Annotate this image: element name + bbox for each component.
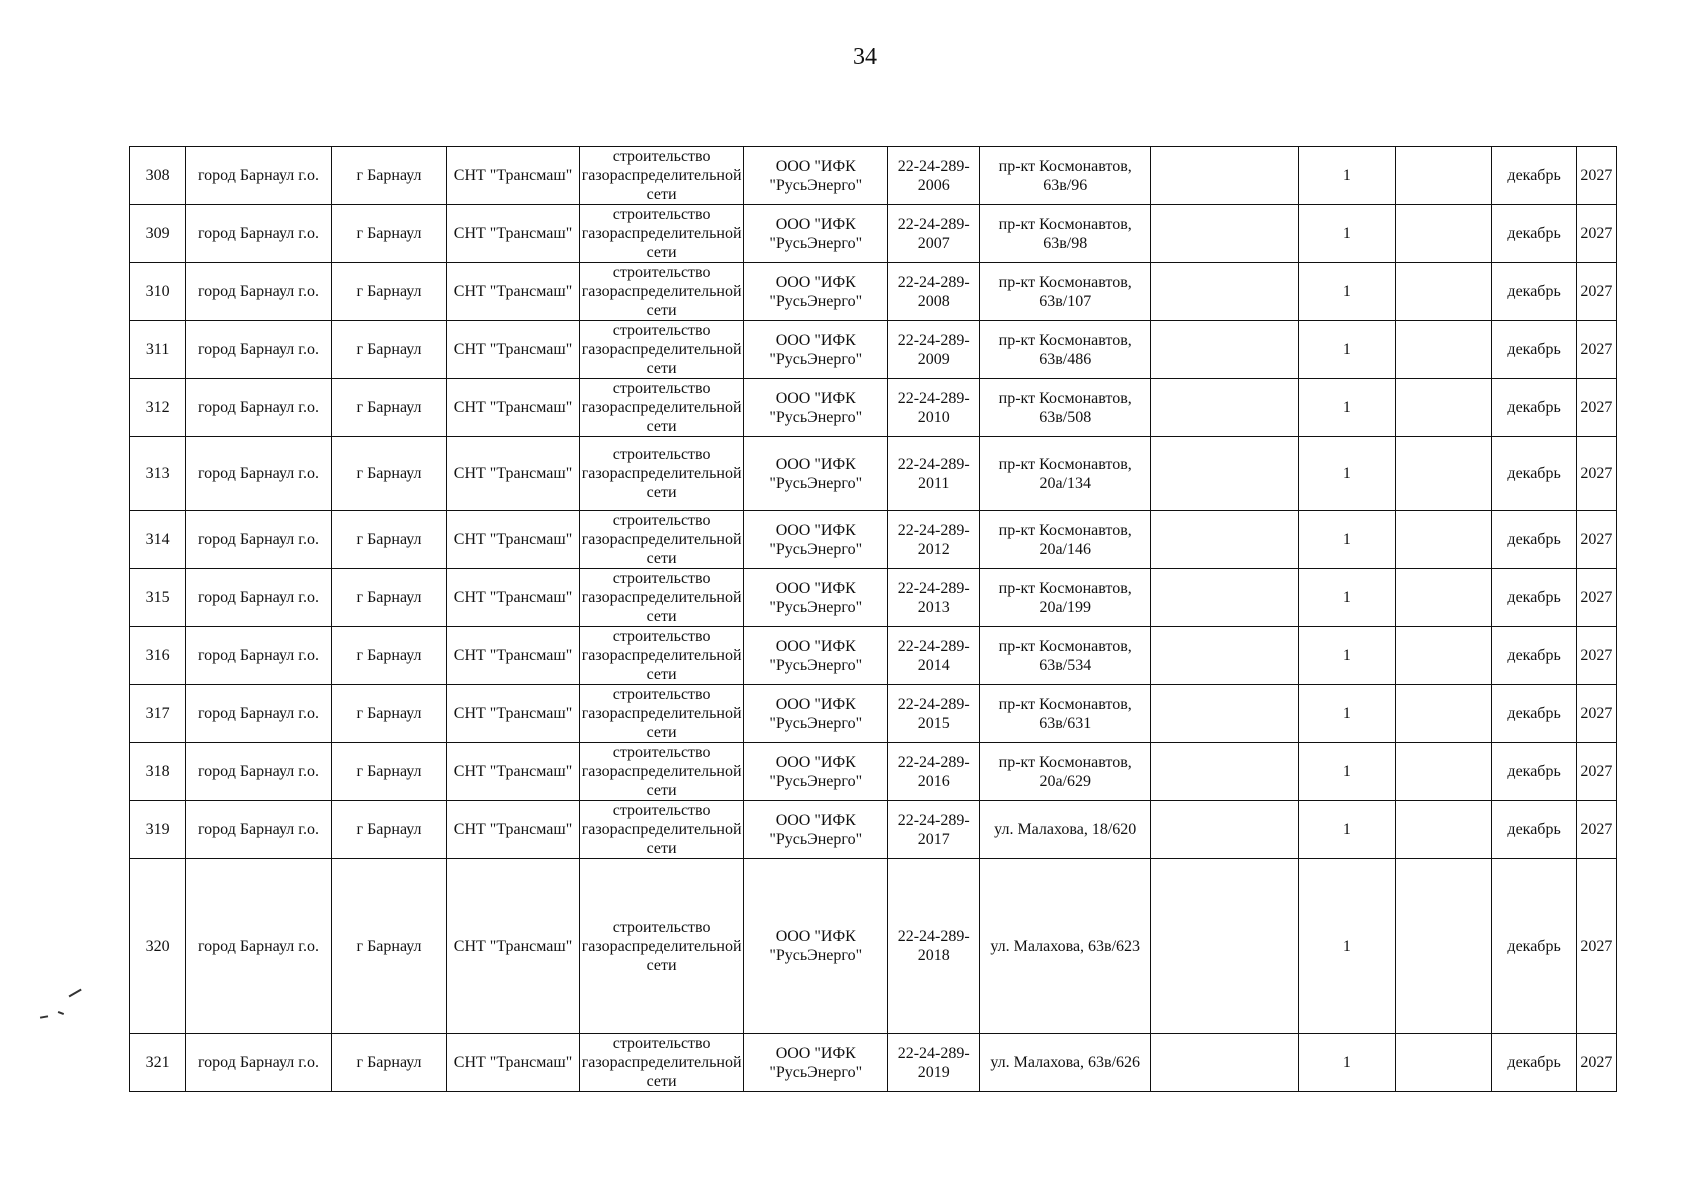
cell-count: 1 [1298, 205, 1395, 263]
cell-year: 2027 [1576, 321, 1616, 379]
cell-work-type: строительство газораспределительной сети [579, 511, 744, 569]
cell-year: 2027 [1576, 859, 1616, 1034]
cell-count: 1 [1298, 685, 1395, 743]
cell-empty-cell [1151, 627, 1299, 685]
cell-month: декабрь [1492, 859, 1576, 1034]
cell-object-name: СНТ "Трансмаш" [447, 205, 580, 263]
cell-row-number: 314 [130, 511, 186, 569]
cell-row-number: 321 [130, 1034, 186, 1092]
cell-empty-cell [1396, 685, 1492, 743]
table-row [130, 569, 1617, 627]
cell-address: пр-кт Космонавтов, 20а/146 [980, 511, 1151, 569]
cell-month: декабрь [1492, 511, 1576, 569]
cell-municipality: город Барнаул г.о. [186, 569, 332, 627]
cell-object-code: 22-24-289-2012 [888, 511, 980, 569]
cell-empty-cell [1151, 379, 1299, 437]
cell-empty-cell [1396, 147, 1492, 205]
cell-object-code: 22-24-289-2015 [888, 685, 980, 743]
cell-locality: г Барнаул [331, 743, 446, 801]
cell-year: 2027 [1576, 511, 1616, 569]
cell-empty-cell [1151, 147, 1299, 205]
cell-month: декабрь [1492, 1034, 1576, 1092]
cell-object-name: СНТ "Трансмаш" [447, 1034, 580, 1092]
cell-empty-cell [1151, 801, 1299, 859]
cell-empty-cell [1396, 437, 1492, 511]
cell-empty-cell [1151, 437, 1299, 511]
cell-organization: ООО "ИФК "РусьЭнерго" [744, 1034, 888, 1092]
cell-empty-cell [1396, 379, 1492, 437]
cell-municipality: город Барнаул г.о. [186, 321, 332, 379]
cell-object-name: СНТ "Трансмаш" [447, 437, 580, 511]
cell-organization: ООО "ИФК "РусьЭнерго" [744, 379, 888, 437]
cell-municipality: город Барнаул г.о. [186, 511, 332, 569]
cell-locality: г Барнаул [331, 801, 446, 859]
cell-municipality: город Барнаул г.о. [186, 859, 332, 1034]
cell-empty-cell [1396, 859, 1492, 1034]
cell-object-code: 22-24-289-2011 [888, 437, 980, 511]
cell-address: пр-кт Космонавтов, 20а/199 [980, 569, 1151, 627]
table-row [130, 859, 1617, 1034]
cell-month: декабрь [1492, 147, 1576, 205]
cell-organization: ООО "ИФК "РусьЭнерго" [744, 511, 888, 569]
scan-mark [69, 989, 82, 997]
cell-locality: г Барнаул [331, 685, 446, 743]
cell-locality: г Барнаул [331, 437, 446, 511]
cell-month: декабрь [1492, 263, 1576, 321]
cell-locality: г Барнаул [331, 859, 446, 1034]
cell-address: пр-кт Космонавтов, 63в/96 [980, 147, 1151, 205]
cell-work-type: строительство газораспределительной сети [579, 801, 744, 859]
table-row [130, 1034, 1617, 1092]
cell-row-number: 309 [130, 205, 186, 263]
cell-municipality: город Барнаул г.о. [186, 379, 332, 437]
cell-municipality: город Барнаул г.о. [186, 801, 332, 859]
cell-empty-cell [1151, 1034, 1299, 1092]
cell-empty-cell [1396, 801, 1492, 859]
cell-count: 1 [1298, 321, 1395, 379]
cell-organization: ООО "ИФК "РусьЭнерго" [744, 147, 888, 205]
cell-year: 2027 [1576, 1034, 1616, 1092]
cell-object-code: 22-24-289-2019 [888, 1034, 980, 1092]
cell-object-code: 22-24-289-2007 [888, 205, 980, 263]
object-table [129, 146, 1617, 1092]
cell-address: пр-кт Космонавтов, 20а/134 [980, 437, 1151, 511]
cell-empty-cell [1151, 859, 1299, 1034]
cell-municipality: город Барнаул г.о. [186, 627, 332, 685]
cell-work-type: строительство газораспределительной сети [579, 627, 744, 685]
cell-empty-cell [1396, 1034, 1492, 1092]
cell-row-number: 308 [130, 147, 186, 205]
cell-year: 2027 [1576, 437, 1616, 511]
cell-year: 2027 [1576, 685, 1616, 743]
cell-row-number: 313 [130, 437, 186, 511]
cell-object-name: СНТ "Трансмаш" [447, 321, 580, 379]
cell-work-type: строительство газораспределительной сети [579, 263, 744, 321]
cell-empty-cell [1396, 321, 1492, 379]
cell-empty-cell [1151, 569, 1299, 627]
cell-organization: ООО "ИФК "РусьЭнерго" [744, 569, 888, 627]
cell-year: 2027 [1576, 263, 1616, 321]
page-number: 34 [853, 44, 877, 70]
cell-count: 1 [1298, 263, 1395, 321]
cell-object-name: СНТ "Трансмаш" [447, 263, 580, 321]
cell-object-code: 22-24-289-2013 [888, 569, 980, 627]
cell-month: декабрь [1492, 685, 1576, 743]
cell-work-type: строительство газораспределительной сети [579, 685, 744, 743]
table-row [130, 147, 1617, 205]
cell-organization: ООО "ИФК "РусьЭнерго" [744, 859, 888, 1034]
cell-object-code: 22-24-289-2006 [888, 147, 980, 205]
cell-object-code: 22-24-289-2018 [888, 859, 980, 1034]
cell-locality: г Барнаул [331, 511, 446, 569]
cell-work-type: строительство газораспределительной сети [579, 1034, 744, 1092]
cell-row-number: 316 [130, 627, 186, 685]
cell-locality: г Барнаул [331, 205, 446, 263]
cell-year: 2027 [1576, 569, 1616, 627]
cell-month: декабрь [1492, 379, 1576, 437]
cell-row-number: 317 [130, 685, 186, 743]
table-row [130, 743, 1617, 801]
cell-object-name: СНТ "Трансмаш" [447, 801, 580, 859]
cell-organization: ООО "ИФК "РусьЭнерго" [744, 627, 888, 685]
cell-month: декабрь [1492, 205, 1576, 263]
table-row [130, 627, 1617, 685]
cell-object-code: 22-24-289-2016 [888, 743, 980, 801]
cell-count: 1 [1298, 569, 1395, 627]
cell-empty-cell [1151, 743, 1299, 801]
cell-locality: г Барнаул [331, 321, 446, 379]
cell-municipality: город Барнаул г.о. [186, 437, 332, 511]
cell-organization: ООО "ИФК "РусьЭнерго" [744, 205, 888, 263]
cell-address: пр-кт Космонавтов, 63в/508 [980, 379, 1151, 437]
table-body [130, 147, 1617, 1092]
table-row [130, 801, 1617, 859]
cell-month: декабрь [1492, 627, 1576, 685]
cell-municipality: город Барнаул г.о. [186, 263, 332, 321]
cell-row-number: 315 [130, 569, 186, 627]
cell-row-number: 320 [130, 859, 186, 1034]
cell-work-type: строительство газораспределительной сети [579, 147, 744, 205]
cell-organization: ООО "ИФК "РусьЭнерго" [744, 321, 888, 379]
cell-work-type: строительство газораспределительной сети [579, 379, 744, 437]
cell-object-name: СНТ "Трансмаш" [447, 379, 580, 437]
cell-organization: ООО "ИФК "РусьЭнерго" [744, 263, 888, 321]
cell-object-name: СНТ "Трансмаш" [447, 511, 580, 569]
scan-mark [58, 1011, 64, 1014]
table-row [130, 437, 1617, 511]
cell-count: 1 [1298, 801, 1395, 859]
cell-year: 2027 [1576, 147, 1616, 205]
table-row [130, 263, 1617, 321]
scan-mark [40, 1015, 48, 1018]
cell-object-name: СНТ "Трансмаш" [447, 147, 580, 205]
cell-object-name: СНТ "Трансмаш" [447, 743, 580, 801]
cell-object-code: 22-24-289-2009 [888, 321, 980, 379]
cell-year: 2027 [1576, 379, 1616, 437]
cell-empty-cell [1396, 743, 1492, 801]
cell-row-number: 312 [130, 379, 186, 437]
cell-count: 1 [1298, 743, 1395, 801]
cell-municipality: город Барнаул г.о. [186, 147, 332, 205]
cell-row-number: 310 [130, 263, 186, 321]
table-row [130, 685, 1617, 743]
cell-address: пр-кт Космонавтов, 20а/629 [980, 743, 1151, 801]
cell-locality: г Барнаул [331, 627, 446, 685]
cell-empty-cell [1396, 511, 1492, 569]
cell-empty-cell [1151, 685, 1299, 743]
cell-empty-cell [1396, 263, 1492, 321]
cell-organization: ООО "ИФК "РусьЭнерго" [744, 743, 888, 801]
cell-object-code: 22-24-289-2017 [888, 801, 980, 859]
cell-organization: ООО "ИФК "РусьЭнерго" [744, 801, 888, 859]
cell-municipality: город Барнаул г.о. [186, 205, 332, 263]
cell-locality: г Барнаул [331, 1034, 446, 1092]
cell-locality: г Барнаул [331, 147, 446, 205]
cell-year: 2027 [1576, 627, 1616, 685]
cell-work-type: строительство газораспределительной сети [579, 437, 744, 511]
cell-row-number: 318 [130, 743, 186, 801]
cell-empty-cell [1151, 205, 1299, 263]
cell-address: пр-кт Космонавтов, 63в/534 [980, 627, 1151, 685]
cell-empty-cell [1396, 205, 1492, 263]
table-row [130, 511, 1617, 569]
cell-row-number: 319 [130, 801, 186, 859]
cell-count: 1 [1298, 147, 1395, 205]
cell-locality: г Барнаул [331, 379, 446, 437]
cell-month: декабрь [1492, 801, 1576, 859]
cell-row-number: 311 [130, 321, 186, 379]
cell-count: 1 [1298, 379, 1395, 437]
cell-year: 2027 [1576, 205, 1616, 263]
table-row [130, 379, 1617, 437]
cell-address: пр-кт Космонавтов, 63в/631 [980, 685, 1151, 743]
cell-address: ул. Малахова, 18/620 [980, 801, 1151, 859]
cell-municipality: город Барнаул г.о. [186, 685, 332, 743]
cell-empty-cell [1151, 511, 1299, 569]
cell-year: 2027 [1576, 743, 1616, 801]
cell-month: декабрь [1492, 321, 1576, 379]
cell-work-type: строительство газораспределительной сети [579, 743, 744, 801]
cell-address: пр-кт Космонавтов, 63в/486 [980, 321, 1151, 379]
cell-work-type: строительство газораспределительной сети [579, 859, 744, 1034]
cell-object-name: СНТ "Трансмаш" [447, 685, 580, 743]
table-row [130, 205, 1617, 263]
cell-empty-cell [1396, 569, 1492, 627]
cell-count: 1 [1298, 627, 1395, 685]
cell-address: пр-кт Космонавтов, 63в/107 [980, 263, 1151, 321]
cell-month: декабрь [1492, 743, 1576, 801]
cell-locality: г Барнаул [331, 263, 446, 321]
cell-object-code: 22-24-289-2008 [888, 263, 980, 321]
cell-object-code: 22-24-289-2014 [888, 627, 980, 685]
cell-object-name: СНТ "Трансмаш" [447, 859, 580, 1034]
cell-object-name: СНТ "Трансмаш" [447, 627, 580, 685]
cell-address: пр-кт Космонавтов, 63в/98 [980, 205, 1151, 263]
cell-work-type: строительство газораспределительной сети [579, 569, 744, 627]
cell-work-type: строительство газораспределительной сети [579, 205, 744, 263]
cell-object-code: 22-24-289-2010 [888, 379, 980, 437]
table-row [130, 321, 1617, 379]
cell-empty-cell [1396, 627, 1492, 685]
cell-month: декабрь [1492, 569, 1576, 627]
cell-count: 1 [1298, 437, 1395, 511]
cell-address: ул. Малахова, 63в/626 [980, 1034, 1151, 1092]
cell-municipality: город Барнаул г.о. [186, 743, 332, 801]
cell-address: ул. Малахова, 63в/623 [980, 859, 1151, 1034]
cell-count: 1 [1298, 1034, 1395, 1092]
cell-object-name: СНТ "Трансмаш" [447, 569, 580, 627]
cell-month: декабрь [1492, 437, 1576, 511]
cell-work-type: строительство газораспределительной сети [579, 321, 744, 379]
cell-empty-cell [1151, 321, 1299, 379]
cell-organization: ООО "ИФК "РусьЭнерго" [744, 685, 888, 743]
cell-municipality: город Барнаул г.о. [186, 1034, 332, 1092]
cell-locality: г Барнаул [331, 569, 446, 627]
cell-count: 1 [1298, 859, 1395, 1034]
cell-year: 2027 [1576, 801, 1616, 859]
cell-count: 1 [1298, 511, 1395, 569]
cell-empty-cell [1151, 263, 1299, 321]
cell-organization: ООО "ИФК "РусьЭнерго" [744, 437, 888, 511]
